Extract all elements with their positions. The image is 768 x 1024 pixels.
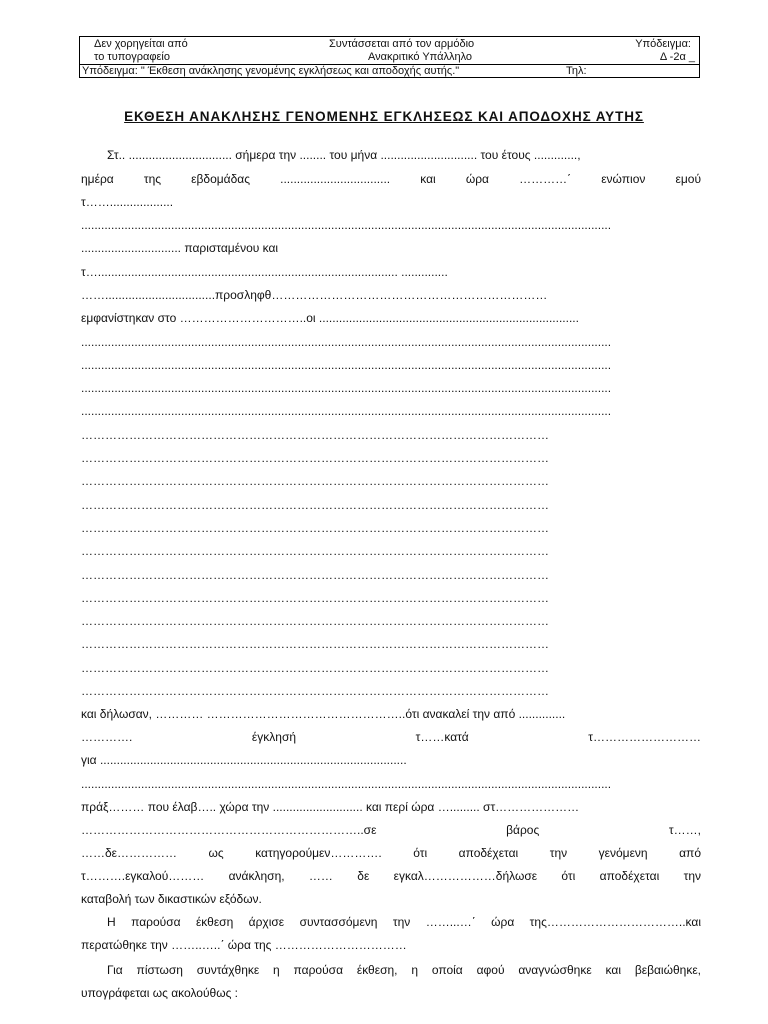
body-line-appeared: εμφανίστηκαν στο …………………………..οι .............................................................................. [81,311,579,325]
body-line-present: .............................. παρισταμένου και [81,241,279,255]
body-line-act: πράξ……… που έλαβ….. χώρα την ........................... και περί ώρα …......... στ………………… [81,800,580,814]
body-line-blank: ............................................................................................................................................................... [81,358,612,372]
document-title: ΕΚΘΕΣΗ ΑΝΑΚΛΗΣΗΣ ΓΕΝΟΜΕΝΗΣ ΕΓΚΛΗΣΕΩΣ ΚΑΙ ΑΠΟΔΟΧΗΣ ΑΥΤΗΣ [124,109,644,124]
body-line-against: ……………………………………………………………..σε βάρος τ……, [81,823,701,837]
body-line-blank: ……………………………………………………………………………………………………… [81,544,549,558]
body-line-declaration: και δήλωσαν, ………… …………………………………………..ότι ανακαλεί την από .............. [81,707,566,721]
body-line-blank: ............................................................................................................................................................... [81,335,612,349]
body-line-date: Στ.. ............................... σήμερα την ........ του μήνα ............................. του έτους ............., [107,148,581,162]
body-line-blank: ............................................................................................................................................................... [81,404,612,418]
body-line-blank: ............................................................................................................................................................... [81,218,612,232]
body-line-weekday-time: ημέρα της εβδομάδας ................................. και ώρα …………΄ ενώπιον εμού [81,172,701,186]
body-line-accused: ……δε…………… ως κατηγορούμεν…………. ότι αποδέχεται την γενόμενη από [81,846,701,860]
body-line-for: για ............................................................................................ [81,753,407,767]
body-line-plaintiff: τ……….εγκαλού……… ανάκληση, …… δε εγκαλ………………δήλωσε ότι αποδέχεται την [81,869,701,883]
body-line-blank: ……………………………………………………………………………………………………… [81,521,549,535]
header-top-row [80,37,699,65]
header-distribution-note-line1: Δεν χορηγείται από [94,38,188,50]
body-line-costs: καταβολή των δικαστικών εξόδων. [81,892,262,906]
body-line-blank: ……………………………………………………………………………………………………… [81,684,549,698]
body-line-blank: ............................................................................................................................................................... [81,381,612,395]
body-line-signatures: υπογράφεται ως ακολούθως : [81,986,239,1000]
body-line-blank: ……………………………………………………………………………………………………… [81,428,549,442]
body-line-blank: ……………………………………………………………………………………………………… [81,661,549,675]
header-author-note-line2: Ανακριτικό Υπάλληλο [368,51,473,63]
body-line-blank: ............................................................................................................................................................... [81,777,612,791]
body-line-blank: ……………………………………………………………………………………………………… [81,637,549,651]
body-line-blank: ……………………………………………………………………………………………………… [81,451,549,465]
body-line-started: Η παρούσα έκθεση άρχισε συντασσόμενη την ……...…΄ ώρα της……………………………..και [107,915,701,929]
body-line-assistant: …….................................προσληφθ…………………………………………………………… [81,288,548,302]
header-template-name: Υπόδειγμα: " Έκθεση ανάκλησης γενομένης εγκλήσεως και αποδοχής αυτής." [82,65,460,77]
body-line-blank: ……………………………………………………………………………………………………… [81,614,549,628]
body-line-blank: ……………………………………………………………………………………………………… [81,474,549,488]
header-distribution-note-line2: το τυπογραφείο [94,51,170,63]
body-line-attestation: Για πίστωση συντάχθηκε η παρούσα έκθεση, η οποία αφού αναγνώσθηκε και βεβαιώθηκε, [107,963,701,977]
header-box [79,36,700,78]
header-template-code: Δ -2α _ [659,51,695,63]
header-author-note-line1: Συντάσσεται από τον αρμόδιο [329,38,475,50]
body-line-completed: περατώθηκε την ……..…..΄ ώρα της …………………………… [81,938,407,952]
header-phone-label: Τηλ: [566,65,587,77]
header-bottom-row [80,64,699,78]
header-template-label: Υπόδειγμα: [635,38,691,50]
body-line-officer: τ……................... [81,195,174,209]
body-line-blank: ……………………………………………………………………………………………………… [81,498,549,512]
body-line-blank: ……………………………………………………………………………………………………… [81,568,549,582]
body-line-complaint: …………. έγκλησή τ……κατά τ……………………… [81,730,701,744]
body-line-blank: ……………………………………………………………………………………………………… [81,591,549,605]
body-line-witness: τ….......................................................................................... .............. [81,265,448,279]
